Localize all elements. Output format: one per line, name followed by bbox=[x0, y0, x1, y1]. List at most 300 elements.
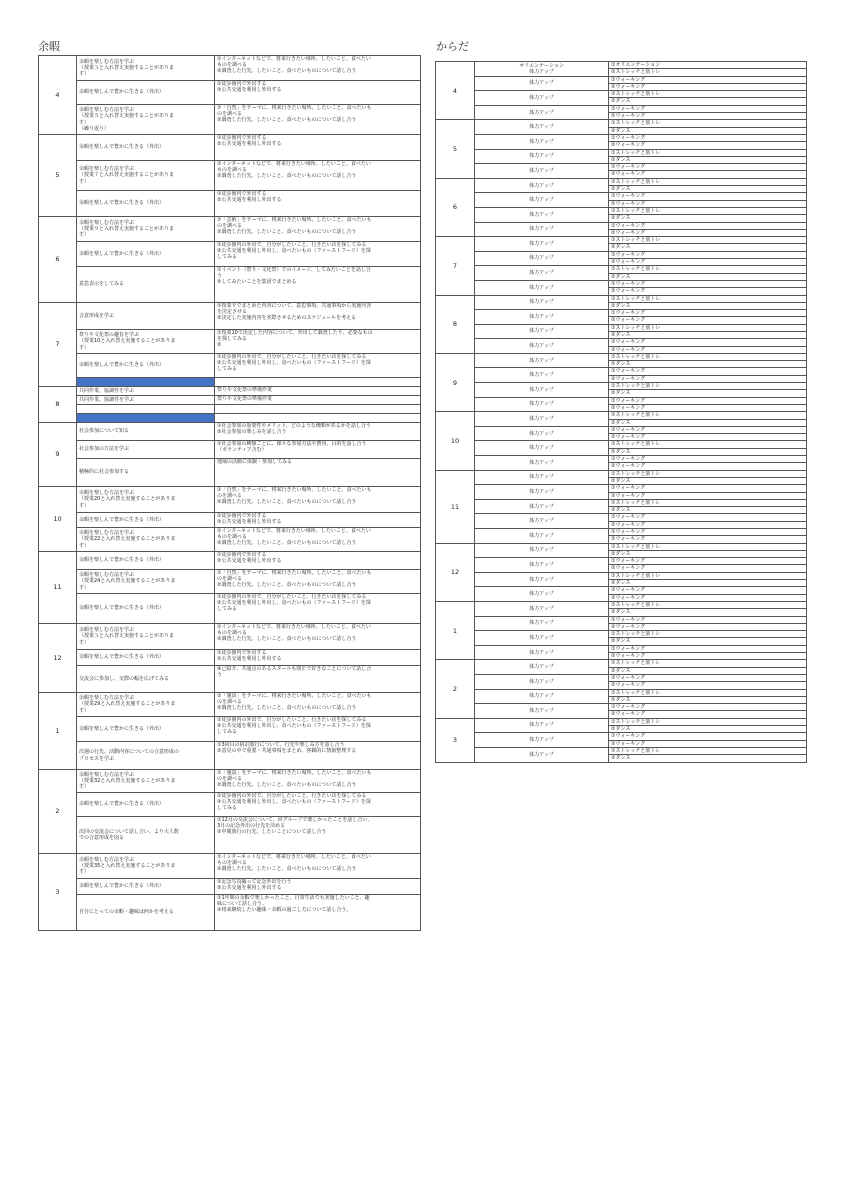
leisure-row bbox=[39, 487, 421, 513]
karada-detail: ②ウォーキング bbox=[609, 434, 807, 441]
month-label: 2 bbox=[39, 770, 77, 854]
karada-row bbox=[436, 383, 807, 390]
karada-row bbox=[436, 558, 807, 565]
karada-detail: ①ウォーキング bbox=[609, 485, 807, 492]
leisure-row bbox=[39, 423, 421, 441]
karada-activity: 体力アップ bbox=[475, 456, 609, 471]
leisure-row bbox=[39, 387, 421, 396]
leisure-activity: 次回の交流会について話し合い、より大人数 での合意形成を図る bbox=[77, 817, 215, 854]
month-label: 2 bbox=[436, 660, 475, 718]
karada-activity: 体力アップ bbox=[475, 631, 609, 646]
karada-detail: ①ウォーキング bbox=[609, 368, 807, 375]
karada-activity: 体力アップ bbox=[475, 587, 609, 602]
karada-detail: ②ダンス bbox=[609, 98, 807, 105]
leisure-activity: 余暇を楽しんで豊かに生きる（外出） bbox=[77, 242, 215, 267]
karada-row bbox=[436, 441, 807, 448]
leisure-table bbox=[38, 55, 421, 931]
leisure-row bbox=[39, 793, 421, 817]
karada-detail: ①ストレッチと筋トレ bbox=[609, 91, 807, 98]
karada-detail: ①ストレッチと筋トレ bbox=[609, 631, 807, 638]
karada-activity: 体力アップ bbox=[475, 266, 609, 281]
leisure-detail: ①徒歩圏内の外出で、自分がしたいこと、行きたい店を探してみる ②公共交通を利用し外出し、食べたいもの（ファーストフード）を探 してみる bbox=[215, 717, 421, 742]
leisure-activity: 余暇を楽しむ方法を学ぶ （授業32と入れ替え実施することがありま す） bbox=[77, 770, 215, 793]
leisure-row bbox=[39, 459, 421, 487]
month-label: 10 bbox=[436, 412, 475, 470]
leisure-activity: 余暇を楽しむ方法を学ぶ （授業35と入れ替え実施することがありま す） bbox=[77, 854, 215, 879]
leisure-activity: 合意形成を学ぶ bbox=[77, 303, 215, 330]
karada-detail: ①ストレッチと筋トレ bbox=[609, 572, 807, 579]
leisure-detail: ①徒歩圏内で外出する ②公共交通を利用し外出する bbox=[215, 650, 421, 666]
karada-detail: ①ウォーキング bbox=[609, 733, 807, 740]
karada-row bbox=[436, 499, 807, 506]
karada-row bbox=[436, 120, 807, 127]
karada-detail: ②ウォーキング bbox=[609, 623, 807, 630]
karada-activity: 体力アップ bbox=[475, 747, 609, 762]
month-label: 6 bbox=[436, 178, 475, 236]
karada-detail: ②ダンス bbox=[609, 127, 807, 134]
karada-row bbox=[436, 747, 807, 754]
leisure-activity: 意思表示をしてみる bbox=[77, 267, 215, 303]
karada-detail: ②ウォーキング bbox=[609, 171, 807, 178]
leisure-row bbox=[39, 624, 421, 650]
leisure-row bbox=[39, 895, 421, 931]
month-label: 10 bbox=[39, 487, 77, 552]
leisure-detail: ①授業10で決定した内容について、外出して調査したり、必要なもの を探してみる ② bbox=[215, 330, 421, 354]
month-label: 4 bbox=[436, 62, 475, 120]
leisure-detail bbox=[215, 414, 421, 423]
karada-activity: 体力アップ bbox=[475, 149, 609, 164]
month-label: 12 bbox=[436, 543, 475, 601]
leisure-activity: 余暇を楽しむ方法を学ぶ （授業20と入れ替え実施することがありま す） bbox=[77, 487, 215, 513]
karada-activity: 体力アップ bbox=[475, 222, 609, 237]
leisure-row bbox=[39, 56, 421, 81]
karada-detail: ②ウォーキング bbox=[609, 375, 807, 382]
leisure-detail bbox=[215, 405, 421, 414]
month-label: 1 bbox=[436, 601, 475, 659]
karada-activity: 体力アップ bbox=[475, 383, 609, 398]
karada-activity: 体力アップ bbox=[475, 645, 609, 660]
leisure-detail: ①インターネットなどで、将来行きたい場所、したいこと、食べたい ものを調べる ②調査した行先、したいこと、食べたいものについて話し合う bbox=[215, 56, 421, 81]
karada-table bbox=[435, 61, 807, 763]
karada-activity: 体力アップ bbox=[475, 339, 609, 354]
karada-detail: ①ストレッチと筋トレ bbox=[609, 660, 807, 667]
karada-detail: ②ダンス bbox=[609, 244, 807, 251]
leisure-row bbox=[39, 594, 421, 624]
karada-activity: 体力アップ bbox=[475, 193, 609, 208]
leisure-row bbox=[39, 570, 421, 594]
leisure-row bbox=[39, 528, 421, 552]
leisure-row bbox=[39, 414, 421, 423]
karada-row bbox=[436, 105, 807, 112]
karada-row bbox=[436, 426, 807, 433]
leisure-row bbox=[39, 330, 421, 354]
leisure-activity: 交流会に参加し、交際の幅を広げてみる bbox=[77, 666, 215, 693]
karada-activity: 体力アップ bbox=[475, 529, 609, 544]
karada-activity: 体力アップ bbox=[475, 76, 609, 91]
leisure-detail: ①徒歩圏内の外出で、自分がしたいこと、行きたい店を探してみる ②公共交通を利用し外出し、食べたいもの（ファーストフード）を探 してみる bbox=[215, 793, 421, 817]
karada-row bbox=[436, 397, 807, 404]
karada-detail: ①ストレッチと筋トレ bbox=[609, 207, 807, 214]
karada-row bbox=[436, 339, 807, 346]
karada-row bbox=[436, 485, 807, 492]
month-label: 4 bbox=[39, 56, 77, 135]
leisure-row bbox=[39, 552, 421, 570]
karada-row bbox=[436, 62, 807, 69]
karada-detail: ①ストレッチと筋トレ bbox=[609, 499, 807, 506]
karada-detail: ②ダンス bbox=[609, 696, 807, 703]
karada-detail: ①ウォーキング bbox=[609, 76, 807, 83]
karada-detail: ②ウォーキング bbox=[609, 142, 807, 149]
leisure-row bbox=[39, 135, 421, 161]
karada-detail: ①ウォーキング bbox=[609, 164, 807, 171]
leisure-detail: ①徒歩圏内で外出する ②公共交通を利用し外出する bbox=[215, 135, 421, 161]
karada-activity: 体力アップ bbox=[475, 134, 609, 149]
leisure-row bbox=[39, 717, 421, 742]
karada-detail: ①ストレッチと筋トレ bbox=[609, 718, 807, 725]
karada-detail: ②ダンス bbox=[609, 302, 807, 309]
month-label: 8 bbox=[436, 295, 475, 353]
karada-row bbox=[436, 222, 807, 229]
leisure-activity: 余暇を楽しむ方法を学ぶ （授業９と入れ替え実施することがありま す） bbox=[77, 217, 215, 242]
karada-detail: ②ウォーキング bbox=[609, 346, 807, 353]
karada-detail: ①ストレッチと筋トレ bbox=[609, 178, 807, 185]
leisure-activity: 共同作業、協調性を学ぶ bbox=[77, 387, 215, 396]
leisure-detail: ①インターネットなどで、将来行きたい場所、したいこと、食べたい ものを調べる ②調査した行先、したいこと、食べたいものについて話し合う bbox=[215, 854, 421, 879]
month-label: 3 bbox=[436, 718, 475, 762]
karada-detail: ②ウォーキング bbox=[609, 536, 807, 543]
leisure-activity: 余暇を楽しむ方法を学ぶ （授業３と入れ替え実施することがありま す） bbox=[77, 56, 215, 81]
karada-activity: 体力アップ bbox=[475, 368, 609, 383]
leisure-detail: ①徒歩圏内で外出する ②公共交通を利用し外出する bbox=[215, 191, 421, 217]
leisure-activity: 自分にとっての余暇・趣味は何かを考える bbox=[77, 895, 215, 931]
karada-detail: ①ストレッチと筋トレ bbox=[609, 324, 807, 331]
leisure-activity: 余暇を楽しむ方法を学ぶ （授業24と入れ替え実施することがありま す） bbox=[77, 570, 215, 594]
leisure-activity: 余暇を楽しんで豊かに生きる（外出） bbox=[77, 552, 215, 570]
karada-row bbox=[436, 353, 807, 360]
leisure-activity: 余暇を楽しんで豊かに生きる（外出） bbox=[77, 513, 215, 528]
karada-activity: 体力アップ bbox=[475, 704, 609, 719]
karada-activity: 体力アップ bbox=[475, 601, 609, 616]
karada-detail: ②ウォーキング bbox=[609, 288, 807, 295]
leisure-activity: 余暇を楽しんで豊かに生きる（外出） bbox=[77, 81, 215, 105]
karada-activity: 体力アップ bbox=[475, 543, 609, 558]
karada-detail: ①ストレッチと筋トレ bbox=[609, 295, 807, 302]
karada-activity: 体力アップ bbox=[475, 470, 609, 485]
leisure-activity: 余暇を楽しむ方法を学ぶ （授業５と入れ替え実施することがありま す） （繰り返り） bbox=[77, 105, 215, 135]
karada-row bbox=[436, 310, 807, 317]
leisure-activity: 社会参加について知る bbox=[77, 423, 215, 441]
karada-detail: ①ウォーキング bbox=[609, 587, 807, 594]
karada-row bbox=[436, 601, 807, 608]
karada-activity: 体力アップ bbox=[475, 397, 609, 412]
month-label: 3 bbox=[39, 854, 77, 931]
leisure-activity: 余暇を楽しんで豊かに生きる（外出） bbox=[77, 650, 215, 666]
month-label: 11 bbox=[39, 552, 77, 624]
karada-detail: ①ウォーキング bbox=[609, 310, 807, 317]
karada-row bbox=[436, 207, 807, 214]
karada-detail: ①ストレッチと筋トレ bbox=[609, 470, 807, 477]
leisure-detail: ①「自然」をテーマに、将来行きたい場所、したいこと、食べたいも のを調べる ②調査した行先、したいこと、食べたいものについて話し合う bbox=[215, 105, 421, 135]
leisure-row bbox=[39, 191, 421, 217]
leisure-activity: 余暇を楽しんで豊かに生きる（外出） bbox=[77, 879, 215, 895]
karada-row bbox=[436, 178, 807, 185]
karada-detail: ②ウォーキング bbox=[609, 317, 807, 324]
karada-detail: ②ダンス bbox=[609, 580, 807, 587]
leisure-section-title: 余暇 bbox=[38, 40, 60, 53]
leisure-detail bbox=[215, 378, 421, 387]
leisure-row bbox=[39, 441, 421, 459]
karada-row bbox=[436, 645, 807, 652]
karada-detail: ②ダンス bbox=[609, 667, 807, 674]
leisure-row bbox=[39, 396, 421, 405]
karada-detail: ①ウォーキング bbox=[609, 645, 807, 652]
leisure-activity: 社会参加の方法を学ぶ bbox=[77, 441, 215, 459]
karada-section-title: からだ bbox=[436, 40, 469, 53]
karada-row bbox=[436, 251, 807, 258]
karada-detail: ②ダンス bbox=[609, 273, 807, 280]
karada-detail: ①ストレッチと筋トレ bbox=[609, 689, 807, 696]
month-label: 7 bbox=[436, 237, 475, 295]
karada-activity: 体力アップ bbox=[475, 718, 609, 733]
karada-activity: 体力アップ bbox=[475, 120, 609, 135]
karada-detail: ①ウォーキング bbox=[609, 426, 807, 433]
karada-activity: 体力アップ bbox=[475, 105, 609, 120]
leisure-activity: 余暇を楽しむ方法を学ぶ （授業29と入れ替え実施することがありま す） bbox=[77, 693, 215, 717]
karada-detail: ②ウォーキング bbox=[609, 259, 807, 266]
leisure-detail: 祭りや文化祭の準備作業 bbox=[215, 387, 421, 396]
karada-detail: ②ダンス bbox=[609, 156, 807, 163]
karada-row bbox=[436, 470, 807, 477]
leisure-row bbox=[39, 267, 421, 303]
karada-row bbox=[436, 660, 807, 667]
leisure-detail: ①徒歩圏内で外出する ②公共交通を利用し外出する bbox=[215, 81, 421, 105]
leisure-detail: 祭りや文化祭の準備作業 bbox=[215, 396, 421, 405]
leisure-row bbox=[39, 161, 421, 191]
karada-detail: ①ウォーキング bbox=[609, 251, 807, 258]
karada-activity: 体力アップ bbox=[475, 164, 609, 179]
leisure-detail: ①12月の交流会について、同グループで楽しかったことを話し合い、 3月の記念外出の行先を決める ②中間旅行の行先、したいことについて話し合う bbox=[215, 817, 421, 854]
leisure-row bbox=[39, 217, 421, 242]
karada-detail: ①ストレッチと筋トレ bbox=[609, 266, 807, 273]
karada-row bbox=[436, 616, 807, 623]
karada-detail: ②ウォーキング bbox=[609, 463, 807, 470]
month-label: 9 bbox=[436, 353, 475, 411]
leisure-detail: 地域の活動に体験・参加してみる bbox=[215, 459, 421, 487]
karada-detail: ①ウォーキング bbox=[609, 514, 807, 521]
karada-row bbox=[436, 368, 807, 375]
karada-detail: ②ダンス bbox=[609, 609, 807, 616]
karada-detail: ②ダンス bbox=[609, 390, 807, 397]
leisure-activity: 次週の行先、活動内容についての合意形成の プロセスを学ぶ bbox=[77, 742, 215, 770]
leisure-row bbox=[39, 405, 421, 414]
karada-detail: ①ウォーキング bbox=[609, 456, 807, 463]
karada-detail: ②ダンス bbox=[609, 361, 807, 368]
leisure-activity: 余暇を楽しんで豊かに生きる（外出） bbox=[77, 354, 215, 378]
month-label: 9 bbox=[39, 423, 77, 487]
leisure-row bbox=[39, 354, 421, 378]
leisure-detail: ①「自然」をテーマに、将来行きたい場所、したいこと、食べたいも のを調べる ②調査した行先、したいこと、食べたいものについて話し合う bbox=[215, 487, 421, 513]
leisure-row bbox=[39, 81, 421, 105]
leisure-detail: ①社会参加の種類ごとに、様々な参加方法や費用、目的を話し合う （ボランティア含む） bbox=[215, 441, 421, 459]
karada-activity: 体力アップ bbox=[475, 353, 609, 368]
karada-activity: 体力アップ bbox=[475, 412, 609, 427]
leisure-activity bbox=[77, 405, 215, 414]
karada-activity: 体力アップ bbox=[475, 310, 609, 325]
karada-detail: ②ウォーキング bbox=[609, 565, 807, 572]
leisure-activity: 余暇を楽しむ方法を学ぶ （授業３と入れ替え実施することがありま す） bbox=[77, 624, 215, 650]
karada-detail: ②ダンス bbox=[609, 477, 807, 484]
karada-row bbox=[436, 134, 807, 141]
karada-detail: ①ウォーキング bbox=[609, 674, 807, 681]
karada-detail: ②ストレッチと筋トレ bbox=[609, 69, 807, 76]
karada-detail: ②ウォーキング bbox=[609, 594, 807, 601]
leisure-detail: ①徒歩圏内の外出で、自分がしたいこと、行きたい店を探してみる ②公共交通を利用し外出し、食べたいもの（ファーストフード）を探 してみる bbox=[215, 594, 421, 624]
karada-row bbox=[436, 76, 807, 83]
leisure-detail: ①記念写真撮って記念外出を行う ②公共交通を利用し外出する bbox=[215, 879, 421, 895]
karada-activity: 体力アップ bbox=[475, 251, 609, 266]
leisure-detail: ①「施設」をテーマに、将来行きたい場所、したいこと、食べたいも のを調べる ②調査した行先、したいこと、食べたいものについて話し合う bbox=[215, 693, 421, 717]
karada-activity: 体力アップ bbox=[475, 660, 609, 675]
leisure-detail: ①徒歩圏内で外出する ②公共交通を利用し外出する bbox=[215, 513, 421, 528]
leisure-activity: 余暇を楽しんで豊かに生きる（外出） bbox=[77, 135, 215, 161]
karada-row bbox=[436, 149, 807, 156]
karada-activity: 体力アップ bbox=[475, 91, 609, 106]
leisure-row bbox=[39, 693, 421, 717]
karada-activity: 体力アップ bbox=[475, 207, 609, 222]
karada-detail: ①ウォーキング bbox=[609, 558, 807, 565]
karada-activity: 体力アップ bbox=[475, 178, 609, 193]
karada-detail: ②ダンス bbox=[609, 215, 807, 222]
leisure-row bbox=[39, 513, 421, 528]
leisure-detail: ①「芸術」をテーマに、将来行きたい場所、したいこと、食べたいも のを調べる ②調査した行先、したいこと、食べたいものについて話し合う bbox=[215, 217, 421, 242]
karada-row bbox=[436, 324, 807, 331]
leisure-activity: 祭りや文化祭の趣旨を学ぶ （授業10と入れ替え実施することがありま す） bbox=[77, 330, 215, 354]
karada-activity: 体力アップ bbox=[475, 558, 609, 573]
karada-detail: ②ダンス bbox=[609, 419, 807, 426]
karada-detail: ①ストレッチと筋トレ bbox=[609, 120, 807, 127]
karada-detail: ①ウォーキング bbox=[609, 339, 807, 346]
leisure-row bbox=[39, 817, 421, 854]
leisure-activity bbox=[77, 378, 215, 387]
leisure-activity: 余暇を楽しむ方法を学ぶ （授業７と入れ替え実施することがありま す） bbox=[77, 161, 215, 191]
leisure-activity: 余暇を楽しんで豊かに生きる（外出） bbox=[77, 793, 215, 817]
karada-row bbox=[436, 91, 807, 98]
karada-detail: ②ウォーキング bbox=[609, 492, 807, 499]
karada-detail: ②ウォーキング bbox=[609, 83, 807, 90]
karada-activity: 体力アップ bbox=[475, 485, 609, 500]
karada-detail: ②ウォーキング bbox=[609, 740, 807, 747]
karada-detail: ①ウォーキング bbox=[609, 105, 807, 112]
karada-detail: ②ウォーキング bbox=[609, 200, 807, 207]
karada-row bbox=[436, 164, 807, 171]
karada-row bbox=[436, 587, 807, 594]
karada-row bbox=[436, 237, 807, 244]
karada-detail: ②ウォーキング bbox=[609, 682, 807, 689]
karada-row bbox=[436, 193, 807, 200]
karada-detail: ②ウォーキング bbox=[609, 711, 807, 718]
karada-detail: ①ストレッチと筋トレ bbox=[609, 601, 807, 608]
karada-detail: ②ウォーキング bbox=[609, 113, 807, 120]
karada-row bbox=[436, 543, 807, 550]
karada-row bbox=[436, 280, 807, 287]
karada-detail: ①ウォーキング bbox=[609, 529, 807, 536]
karada-detail: ①ウォーキング bbox=[609, 280, 807, 287]
month-label: 8 bbox=[39, 387, 77, 423]
leisure-detail: ①3回目の宿泊旅行について、行先や楽しみ方を話し合う ②意見の中で重要・共通事項をまとめ、客観的に情報整理する bbox=[215, 742, 421, 770]
karada-detail: ②ダンス bbox=[609, 448, 807, 455]
leisure-activity: 余暇を楽しむ方法を学ぶ （授業22と入れ替え実施することがありま す） bbox=[77, 528, 215, 552]
karada-detail: ②ダンス bbox=[609, 638, 807, 645]
leisure-detail: ①インターネットなどで、将来行きたい場所、したいこと、食べたい ものを調べる ②調査した行先、したいこと、食べたいものについて話し合う bbox=[215, 624, 421, 650]
karada-activity: 体力アップ bbox=[475, 689, 609, 704]
karada-row bbox=[436, 718, 807, 725]
karada-detail: ②ダンス bbox=[609, 507, 807, 514]
karada-activity: 体力アップ bbox=[475, 499, 609, 514]
leisure-row bbox=[39, 879, 421, 895]
month-label: 12 bbox=[39, 624, 77, 693]
leisure-row bbox=[39, 666, 421, 693]
karada-detail: ①ストレッチと筋トレ bbox=[609, 441, 807, 448]
karada-row bbox=[436, 689, 807, 696]
karada-activity: 体力アップ bbox=[475, 237, 609, 252]
karada-row bbox=[436, 412, 807, 419]
month-label: 1 bbox=[39, 693, 77, 770]
leisure-row bbox=[39, 105, 421, 135]
karada-activity: 体力アップ bbox=[475, 295, 609, 310]
leisure-detail: ①「施設」をテーマに、将来行きたい場所、したいこと、食べたいも のを調べる ②調査した行先、したいこと、食べたいものについて話し合う bbox=[215, 770, 421, 793]
karada-row bbox=[436, 572, 807, 579]
karada-detail: ②ウォーキング bbox=[609, 653, 807, 660]
karada-row bbox=[436, 631, 807, 638]
leisure-activity: 余暇を楽しんで豊かに生きる（外出） bbox=[77, 594, 215, 624]
karada-detail: ②ウォーキング bbox=[609, 521, 807, 528]
leisure-detail: ①徒歩圏内の外出で、自分がしたいこと、行きたい店を探してみる ②公共交通を利用し外出し、食べたいもの（ファーストフード）を探 してみる bbox=[215, 242, 421, 267]
karada-detail: ①ウォーキング bbox=[609, 616, 807, 623]
leisure-activity: 余暇を楽しんで豊かに生きる（外出） bbox=[77, 191, 215, 217]
leisure-activity: 積極的に社会参加する bbox=[77, 459, 215, 487]
karada-row bbox=[436, 295, 807, 302]
leisure-row bbox=[39, 303, 421, 330]
leisure-detail: ①徒歩圏内の外出で、自分がしたいこと、行きたい店を探してみる ②公共交通を利用し外出し、食べたいもの（ファーストフード）を探 してみる bbox=[215, 354, 421, 378]
month-label: 5 bbox=[436, 120, 475, 178]
karada-detail: ①ストレッチと筋トレ bbox=[609, 543, 807, 550]
karada-activity: 体力アップ bbox=[475, 280, 609, 295]
leisure-row bbox=[39, 650, 421, 666]
leisure-detail: ⑧己紹介、共通点のあるスタールも問正で好きなことについて話し合 う bbox=[215, 666, 421, 693]
karada-detail: ②ダンス bbox=[609, 331, 807, 338]
karada-detail: ②ダンス bbox=[609, 755, 807, 762]
karada-detail: ①ストレッチと筋トレ bbox=[609, 747, 807, 754]
leisure-row bbox=[39, 854, 421, 879]
karada-activity: 体力アップ bbox=[475, 324, 609, 339]
karada-row bbox=[436, 514, 807, 521]
leisure-detail: ①「自然」をテーマに、将来行きたい場所、したいこと、食べたいも のを調べる ②調査した行先、したいこと、食べたいものについて話し合う bbox=[215, 570, 421, 594]
leisure-detail: ①インターネットなどで、将来行きたい場所、したいこと、食べたい ものを調べる ②調査した行先、したいこと、食べたいものについて話し合う bbox=[215, 161, 421, 191]
karada-detail: ①ウォーキング bbox=[609, 397, 807, 404]
karada-row bbox=[436, 456, 807, 463]
month-label: 11 bbox=[436, 470, 475, 543]
karada-activity: 体力アップ bbox=[475, 426, 609, 441]
leisure-detail: ①徒歩圏内で外出する ②公共交通を利用し外出する bbox=[215, 552, 421, 570]
karada-detail: ①ウォーキング bbox=[609, 193, 807, 200]
leisure-row bbox=[39, 770, 421, 793]
karada-row bbox=[436, 266, 807, 273]
karada-row bbox=[436, 674, 807, 681]
leisure-activity: 共同作業、協調性を学ぶ bbox=[77, 396, 215, 405]
month-label: 7 bbox=[39, 303, 77, 387]
karada-detail: ①ストレッチと筋トレ bbox=[609, 412, 807, 419]
leisure-detail: ①インターネットなどで、将来行きたい場所、したいこと、食べたい ものを調べる ②調査した行先、したいこと、食べたいものについて話し合う bbox=[215, 528, 421, 552]
